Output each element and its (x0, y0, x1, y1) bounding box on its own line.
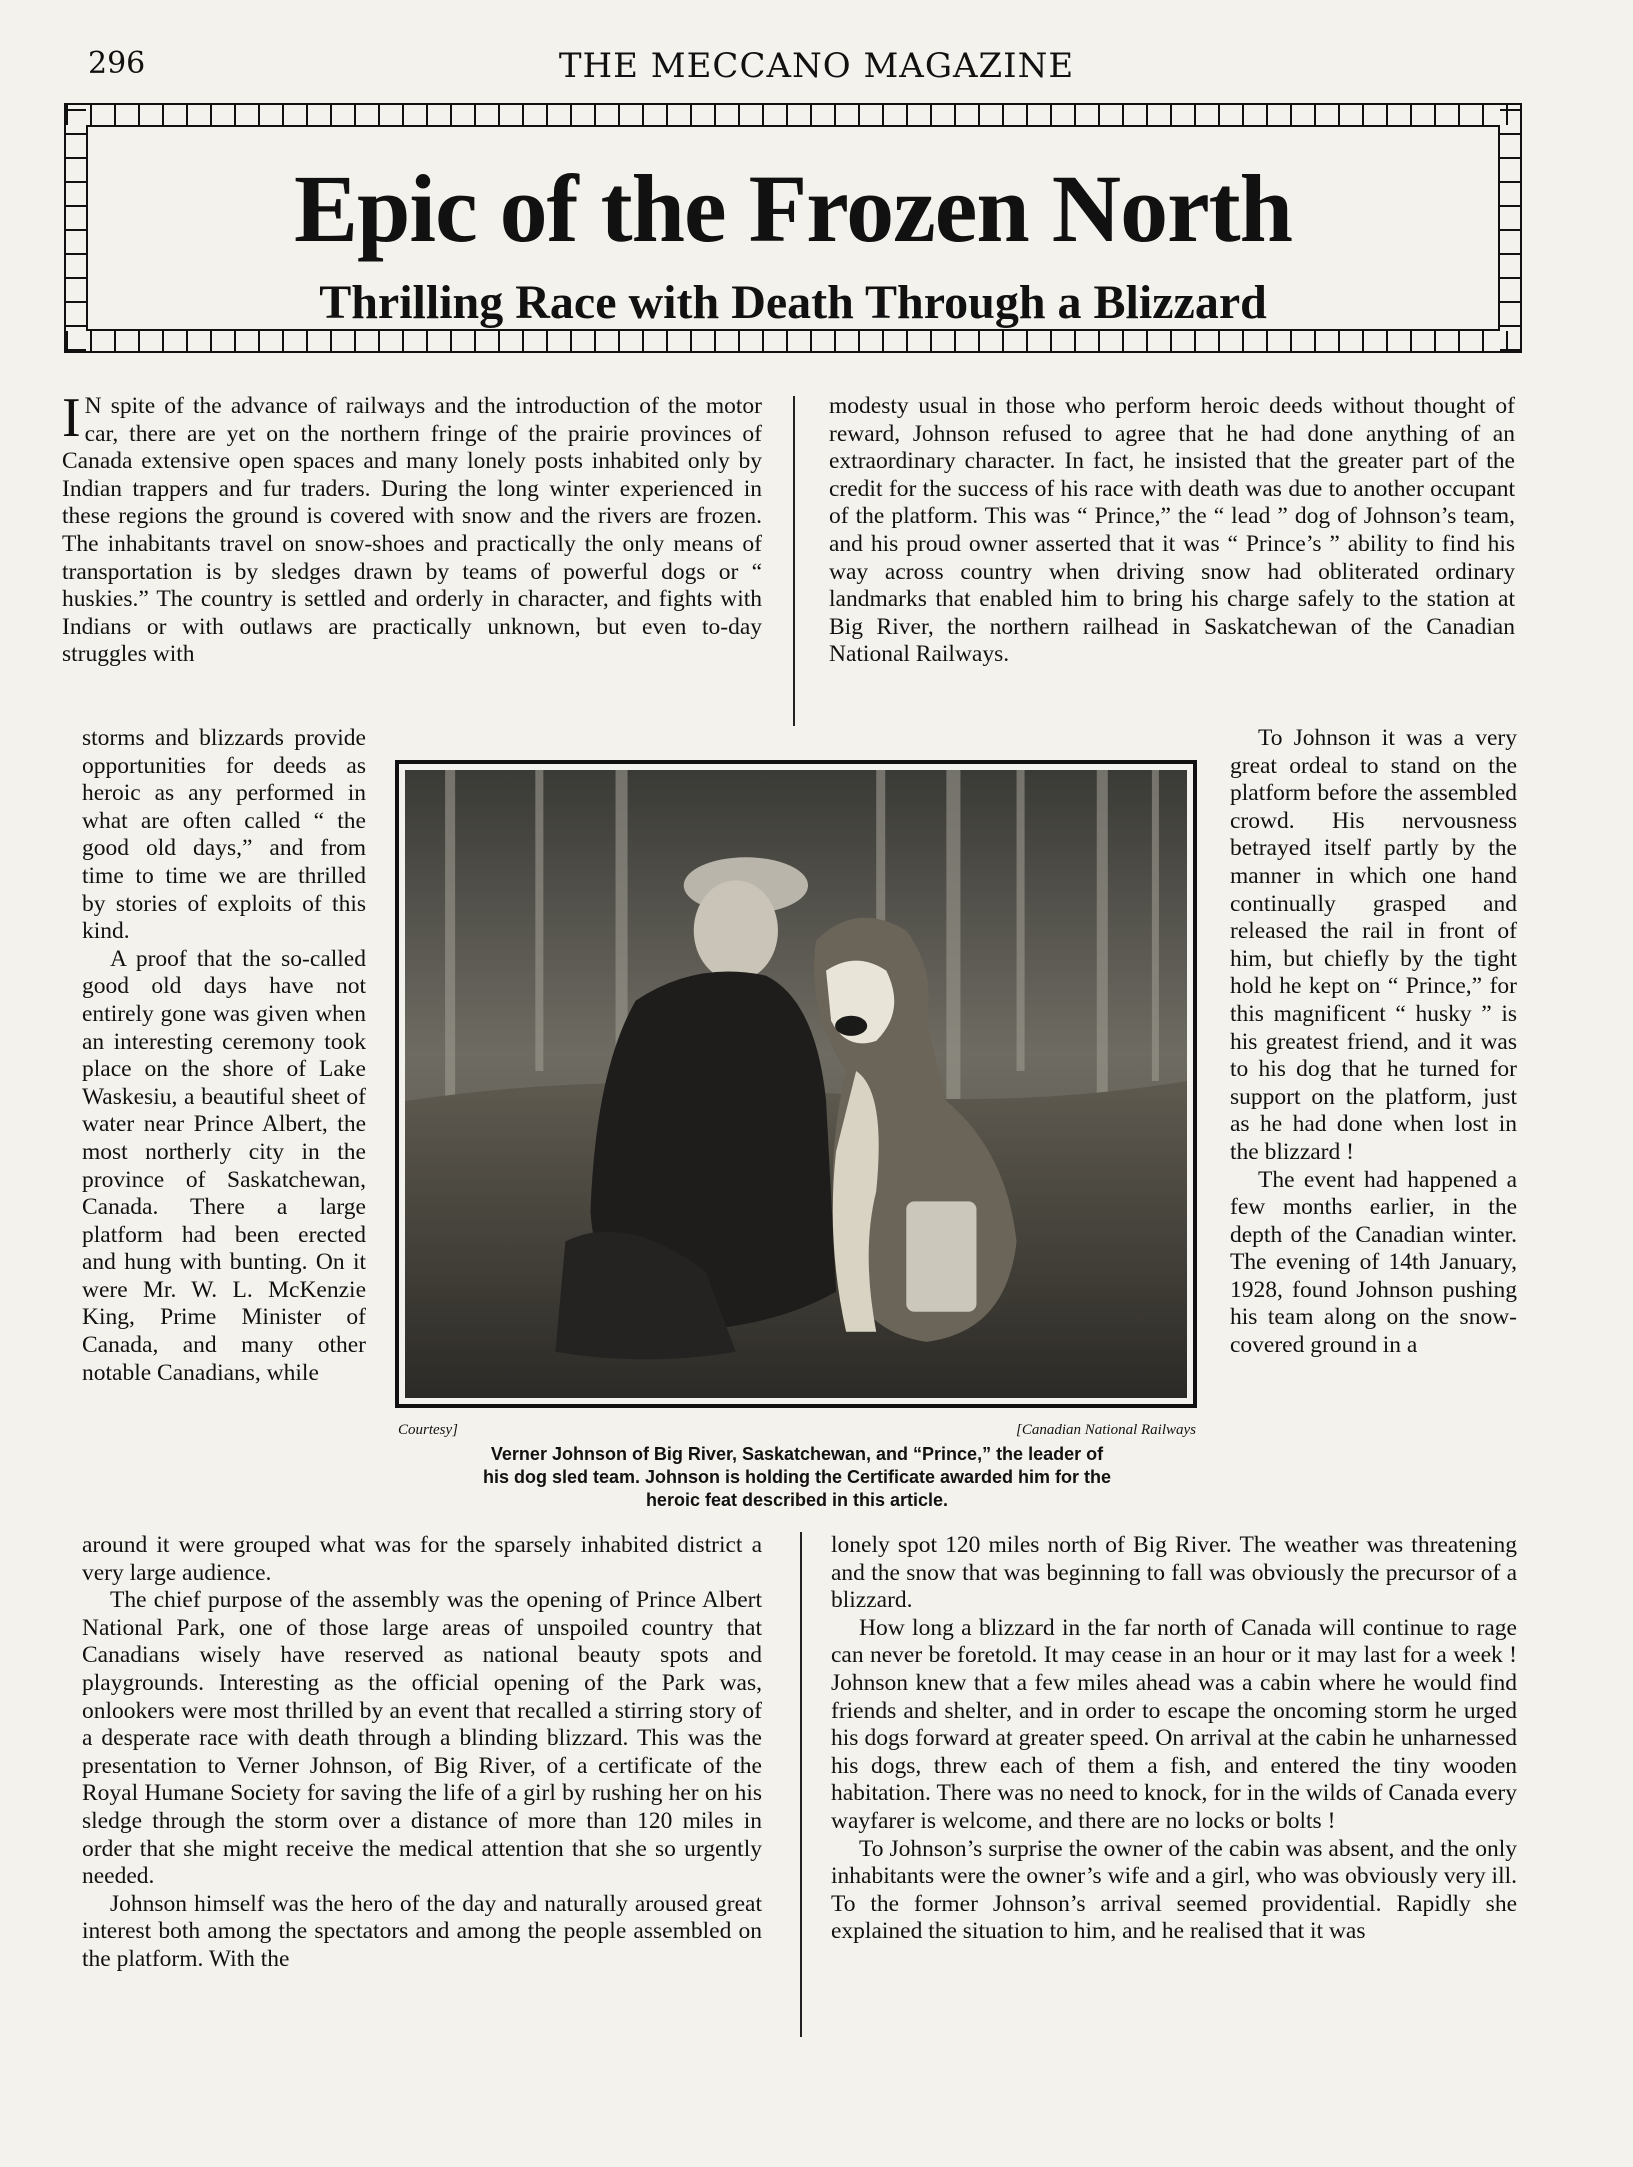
article-subtitle: Thrilling Race with Death Through a Blizzard (319, 276, 1267, 329)
column-rule-top (793, 396, 795, 726)
photo-credit-right: [Canadian National Railways (1015, 1422, 1196, 1438)
caption-line-3: heroic feat described in this article. (645, 1490, 949, 1510)
title-box (64, 103, 1522, 353)
paragraph-2-continued: around it were grouped what was for the sparsely inhabited district a very large audience. (82, 1532, 762, 1586)
title-panel (86, 125, 1500, 331)
paragraph-1-continued: storms and blizzards provide opportunities for deeds as heroic as any performed in what are often called “ the good old days,” and from time to time we are thrilled by stories of exploits of this kind. (82, 725, 366, 945)
paragraph-7: The event had happened a few months earlier, in the depth of the Canadian winter. The evening of 14th January, 1928, found Johnson pushing his team along on the snow-covered ground in a (1230, 1166, 1517, 1359)
column-1-top (62, 387, 762, 669)
column-1-narrow (82, 725, 366, 1387)
photo-caption (398, 1443, 1196, 1512)
paragraph-2: A proof that the so-called good old days have not entirely gone was given when an interesting ceremony took place on the shore of Lake Waskesiu, a beautiful sheet of water near Prince Albert, the most northerly city in the province of Saskatchewan, Canada. There a large platform had been erected and hung with bunting. On it were Mr. W. L. McKenzie King, Prime Minister of Canada, and many other notable Canadians, while (82, 945, 366, 1386)
drop-cap: I (62, 387, 81, 449)
magazine-title: THE MECCANO MAGAZINE (558, 46, 1075, 86)
page-header (0, 46, 1633, 86)
column-2-bottom (831, 1532, 1517, 1946)
photo-credit-left: Courtesy] (398, 1422, 458, 1438)
certificate-roll (906, 1201, 976, 1311)
paragraph-4: Johnson himself was the hero of the day and naturally aroused great interest both among the spectators and among the people assembled on the platform. With the (82, 1890, 762, 1972)
column-2-narrow (1230, 725, 1517, 1360)
page-number: 296 (88, 46, 146, 81)
paragraph-9: To Johnson’s surprise the owner of the cabin was absent, and the only inhabitants were the owner’s wife and a girl, who was obviously very ill. To the former Johnson’s arrival seemed providential. Rapidly she explained the situation to him, and he realised that it was (831, 1835, 1517, 1945)
paragraph-3: The chief purpose of the assembly was the opening of Prince Albert National Park, one of those large areas of unspoiled country that Canadians wisely have reserved as national beauty spots and playgrounds. Interesting as the official opening of the Park was, onlookers were most thrilled by an event that recalled a stirring story of a desperate race with death through a blinding blizzard. This was the presentation to Verner Johnson, of Big River, of a certificate of the Royal Humane Society for saving the life of a girl by rushing her on his sledge through the storm over a distance of more than 120 miles in order that she might receive the medical attention that she so urgently needed. (82, 1587, 762, 1890)
column-2-top (829, 393, 1515, 669)
caption-line-1: Verner Johnson of Big River, Saskatchewan, and “Prince,” the leader of (490, 1444, 1104, 1464)
article-title: Epic of the Frozen North (293, 155, 1293, 262)
column-1-bottom (82, 1532, 762, 1974)
paragraph-6: To Johnson it was a very great ordeal to stand on the platform before the assembled crowd. His nervousness betrayed itself partly by the manner in which one hand continually grasped and released the rail in front of him, but chiefly by the tight hold he kept on “ Prince,” for this magnificent “ husky ” is his greatest friend, and it was to his dog that he turned for support on the platform, just as he had done when lost in the blizzard ! (1230, 725, 1517, 1165)
paragraph-1-text: N spite of the advance of railways and the introduction of the motor car, there are yet on the northern fringe of the prairie provinces of Canada extensive open spaces and many lonely posts inhabited only by Indian trappers and fur traders. During the long winter experienced in these regions the ground is covered with snow and the rivers are frozen. The inhabitants travel on snow-shoes and practically the only means of transportation is by sledges drawn by teams of powerful dogs or “ huskies.” The country is settled and orderly in character, and fights with Indians or with outlaws are practically unknown, but even to-day struggles with (62, 393, 762, 668)
paragraph-5: modesty usual in those who perform heroic deeds without thought of reward, Johnson refused to agree that he had done anything of an extraordinary character. In fact, he insisted that the greater part of the credit for the success of his race with death was due to another occupant of the platform. This was “ Prince,” the “ lead ” dog of Johnson’s team, and his proud owner asserted that it was “ Prince’s ” ability to find his way across country when driving snow had obliterated ordinary landmarks that enabled him to bring his charge safely to the station at Big River, the northern railhead in Saskatchewan of the Canadian National Railways. (829, 393, 1515, 668)
photograph-man-with-dog (405, 770, 1187, 1398)
paragraph-1 (62, 387, 762, 669)
photograph-frame (395, 760, 1197, 1408)
caption-line-2: his dog sled team. Johnson is holding the Certificate awarded him for the (482, 1467, 1112, 1487)
paragraph-8: How long a blizzard in the far north of Canada will continue to rage can never be foretold. It may cease in an hour or it may last for a week ! Johnson knew that a few miles ahead was a cabin where he would find friends and shelter, and in order to escape the oncoming storm he urged his dogs forward at greater speed. On arrival at the cabin he unharnessed his dogs, threw each of them a fish, and entered the tiny wooden habitation. There was no need to knock, for in the wilds of Canada every wayfarer is welcome, and there are no locks or bolts ! (831, 1614, 1517, 1834)
paragraph-7-continued: lonely spot 120 miles north of Big River. The weather was threatening and the snow that was beginning to fall was obviously the precursor of a blizzard. (831, 1532, 1517, 1614)
column-rule-bottom (800, 1532, 802, 2037)
